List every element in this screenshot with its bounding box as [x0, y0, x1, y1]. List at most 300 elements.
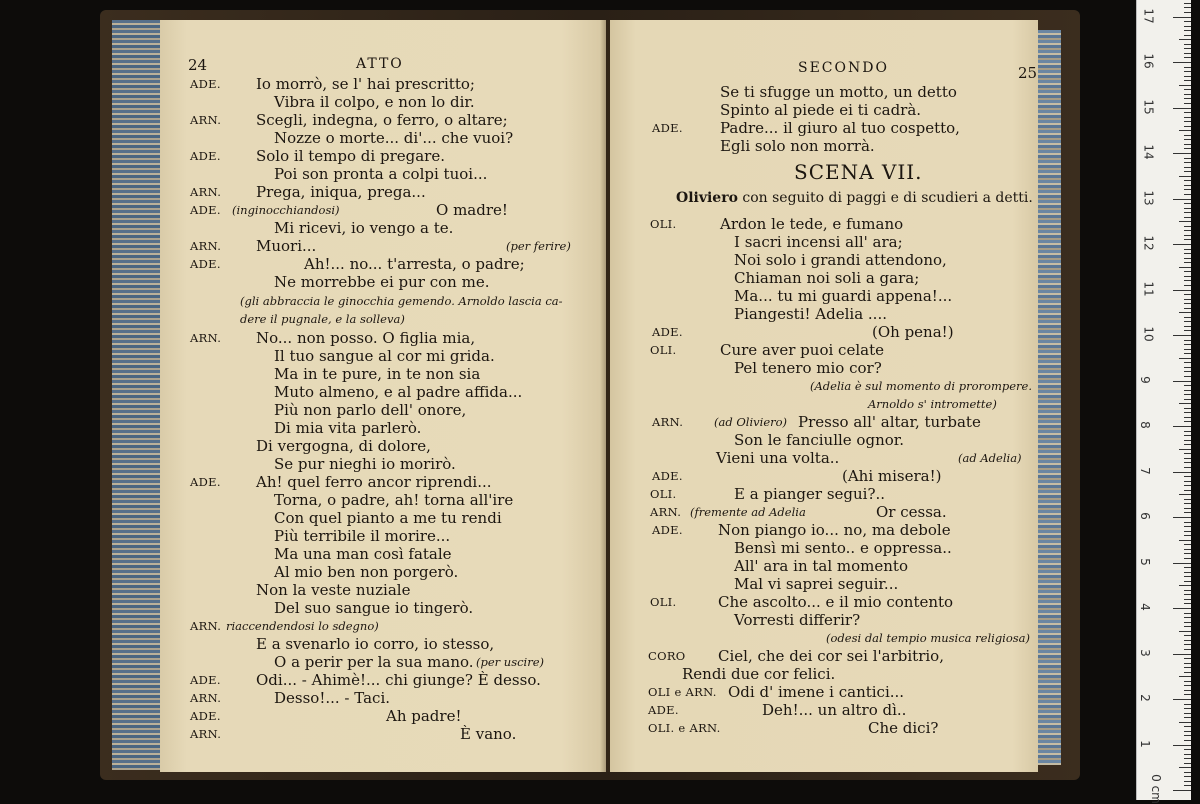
verse-line: Egli solo non morrà.: [720, 137, 875, 155]
ruler-tick: [1173, 790, 1191, 791]
ruler-tick: [1184, 531, 1191, 532]
ruler-tick: [1184, 139, 1191, 140]
verse-line: Or cessa.: [876, 503, 947, 521]
verse-line: Vieni una volta..: [716, 449, 840, 467]
ruler-number: 10: [1141, 326, 1156, 342]
stage-direction: dere il pugnale, e la solleva): [240, 312, 405, 326]
ruler-tick: [1173, 335, 1191, 336]
ruler-number: 7: [1137, 466, 1152, 475]
verse-line: (Oh pena!): [872, 323, 954, 341]
speaker-label: ADE.: [648, 703, 679, 717]
verse-line: Di mia vita parlerò.: [274, 419, 422, 437]
ruler-tick: [1184, 453, 1191, 454]
verse-line: Desso!... - Taci.: [274, 689, 391, 707]
ruler-tick: [1184, 208, 1191, 209]
verse-line: Che dici?: [868, 719, 939, 737]
ruler-tick: [1184, 135, 1191, 136]
ruler-tick: [1173, 472, 1191, 473]
ruler-tick: [1184, 717, 1191, 718]
verse-line: Non la veste nuziale: [256, 581, 411, 599]
verse-line: Padre... il giuro al tuo cospetto,: [720, 119, 960, 137]
speaker-label: ADE.: [652, 121, 683, 135]
ruler-tick: [1179, 176, 1191, 177]
ruler-tick: [1184, 12, 1191, 13]
ruler-tick: [1173, 654, 1191, 655]
ruler-tick: [1173, 745, 1191, 746]
ruler-tick: [1184, 317, 1191, 318]
ruler-tick: [1184, 285, 1191, 286]
ruler-tick: [1184, 499, 1191, 500]
ruler-tick: [1184, 35, 1191, 36]
ruler-number: 13: [1141, 189, 1156, 206]
speaker-label: ARN.: [190, 619, 222, 633]
ruler-tick: [1184, 226, 1191, 227]
verse-line: Deh!... un altro dì..: [762, 701, 907, 719]
verse-line: Piangesti! Adelia ....: [734, 305, 887, 323]
ruler-tick: [1184, 544, 1191, 545]
verse-line: Solo il tempo di pregare.: [256, 147, 445, 165]
speaker-label: ARN.: [190, 727, 222, 741]
ruler-tick: [1184, 576, 1191, 577]
ruler-tick: [1184, 112, 1191, 113]
stage-direction: (inginocchiandosi): [232, 203, 340, 217]
ruler-number: 6: [1137, 512, 1152, 520]
verse-line: No... non posso. O figlia mia,: [256, 329, 476, 347]
ruler-tick: [1179, 39, 1191, 40]
ruler-number: 4: [1137, 603, 1152, 611]
ruler-tick: [1184, 644, 1191, 645]
ruler-tick: [1184, 763, 1191, 764]
ruler-tick: [1184, 412, 1191, 413]
verse-line: O madre!: [436, 201, 508, 219]
ruler-tick: [1184, 685, 1191, 686]
speaker-label: ARN.: [190, 113, 222, 127]
verse-line: Prega, iniqua, prega...: [256, 183, 426, 201]
ruler-tick: [1184, 3, 1191, 4]
speaker-label: ADE.: [190, 257, 221, 271]
speaker-label: ARN.: [652, 415, 684, 429]
ruler-number: 16: [1141, 53, 1156, 69]
ruler-tick: [1184, 572, 1191, 573]
ruler-tick: [1184, 76, 1191, 77]
verse-line: Al mio ben non porgerò.: [274, 563, 459, 581]
ruler-tick: [1184, 89, 1191, 90]
ruler-tick: [1184, 185, 1191, 186]
ruler-tick: [1184, 553, 1191, 554]
ruler-tick: [1184, 622, 1191, 623]
page-edge-right: [1035, 30, 1061, 765]
verse-line: (Ahi misera!): [842, 467, 942, 485]
stage-intro-name: Oliviero: [676, 190, 738, 206]
verse-line: Più non parlo dell' onore,: [274, 401, 467, 419]
speaker-label: ADE.: [190, 709, 221, 723]
ruler-tick: [1184, 26, 1191, 27]
ruler-tick: [1184, 440, 1191, 441]
stage-direction-intro: [676, 190, 1033, 206]
verse-line: Odi d' imene i cantici...: [728, 683, 905, 701]
stage-direction: (odesi dal tempio musica religiosa): [826, 631, 1031, 645]
ruler-tick: [1184, 121, 1191, 122]
ruler-tick: [1184, 535, 1191, 536]
stage-direction: (ad Oliviero): [714, 415, 788, 429]
ruler-tick: [1184, 371, 1191, 372]
stage-direction: (fremente ad Adelia: [690, 505, 806, 519]
ruler-tick: [1184, 713, 1191, 714]
ruler-number: 5: [1137, 557, 1152, 566]
ruler-tick: [1184, 148, 1191, 149]
verse-line: Odi... - Ahimè!... chi giunge? È desso.: [256, 671, 541, 689]
speaker-label: ARN.: [190, 185, 222, 199]
stage-direction: (per ferire): [506, 239, 571, 253]
ruler-tick: [1173, 62, 1191, 63]
ruler-tick: [1179, 221, 1191, 222]
verse-line: Ah padre!: [386, 707, 462, 725]
ruler-tick: [1179, 85, 1191, 86]
ruler-tick: [1184, 262, 1191, 263]
ruler-tick: [1184, 481, 1191, 482]
ruler-number: 14: [1141, 144, 1156, 160]
ruler-tick: [1184, 367, 1191, 368]
ruler-tick: [1184, 431, 1191, 432]
stage-intro-rest: con seguito di paggi e di scudieri a detti.: [742, 190, 1033, 206]
left-page: [160, 20, 606, 772]
ruler-tick: [1184, 203, 1191, 204]
ruler-tick: [1184, 781, 1191, 782]
ruler-tick: [1184, 503, 1191, 504]
ruler-tick: [1184, 326, 1191, 327]
verse-line: Ciel, che dei cor sei l'arbitrio,: [718, 647, 944, 665]
ruler-tick: [1184, 735, 1191, 736]
ruler-tick: [1184, 158, 1191, 159]
verse-line: Con quel pianto a me tu rendi: [274, 509, 502, 527]
ruler-number: 0 cm: [1148, 774, 1163, 804]
ruler-tick: [1184, 212, 1191, 213]
verse-line: Ma una man così fatale: [274, 545, 452, 563]
ruler-tick: [1184, 522, 1191, 523]
ruler-tick: [1184, 258, 1191, 259]
ruler-tick: [1184, 21, 1191, 22]
ruler-tick: [1184, 708, 1191, 709]
ruler-tick: [1184, 740, 1191, 741]
speaker-label: OLI. e ARN.: [648, 721, 721, 735]
ruler-tick: [1184, 399, 1191, 400]
ruler-tick: [1184, 549, 1191, 550]
ruler-tick: [1184, 144, 1191, 145]
ruler-tick: [1179, 767, 1191, 768]
ruler-tick: [1184, 603, 1191, 604]
ruler-number: 9: [1137, 375, 1152, 384]
ruler-tick: [1184, 171, 1191, 172]
speaker-label: CORO: [648, 649, 686, 663]
ruler-tick: [1173, 244, 1191, 245]
ruler-tick: [1184, 330, 1191, 331]
ruler-tick: [1184, 162, 1191, 163]
ruler-tick: [1184, 667, 1191, 668]
ruler-tick: [1179, 585, 1191, 586]
ruler-tick: [1184, 180, 1191, 181]
verse-line: Più terribile il morire...: [274, 527, 451, 545]
speaker-label: ADE.: [190, 673, 221, 687]
ruler-tick: [1184, 94, 1191, 95]
ruler-tick: [1184, 776, 1191, 777]
ruler-number: 17: [1141, 7, 1156, 24]
ruler-tick: [1184, 303, 1191, 304]
stage-direction: (per uscire): [476, 655, 545, 669]
ruler-tick: [1184, 640, 1191, 641]
ruler-tick: [1184, 280, 1191, 281]
verse-line: Nozze o morte... di'... che vuoi?: [274, 129, 514, 147]
ruler-tick: [1173, 563, 1191, 564]
verse-line: Ma in te pure, in te non sia: [274, 365, 481, 383]
page-number-right: 25: [1018, 64, 1038, 82]
ruler-number: 11: [1141, 280, 1156, 297]
speaker-label: OLI.: [650, 217, 677, 231]
ruler-tick: [1184, 690, 1191, 691]
ruler-tick: [1184, 467, 1191, 468]
ruler-tick: [1184, 294, 1191, 295]
ruler-tick: [1184, 344, 1191, 345]
ruler-tick: [1184, 581, 1191, 582]
ruler-tick: [1184, 635, 1191, 636]
ruler-tick: [1184, 376, 1191, 377]
ruler-number: 15: [1141, 98, 1156, 115]
stage-direction: riaccendendosi lo sdegno): [226, 619, 379, 633]
ruler-tick: [1184, 194, 1191, 195]
right-page: [610, 20, 1038, 772]
ruler-tick: [1184, 512, 1191, 513]
ruler-tick: [1179, 540, 1191, 541]
speaker-label: OLI.: [650, 595, 677, 609]
ruler-tick: [1184, 117, 1191, 118]
speaker-label: ARN.: [190, 691, 222, 705]
ruler-number: 3: [1137, 648, 1152, 657]
ruler-tick: [1184, 253, 1191, 254]
verse-line: Mal vi saprei seguir...: [734, 575, 899, 593]
ruler-tick: [1179, 676, 1191, 677]
verse-line: Son le fanciulle ognor.: [734, 431, 905, 449]
ruler-tick: [1173, 153, 1191, 154]
ruler-tick: [1173, 199, 1191, 200]
ruler-tick: [1184, 726, 1191, 727]
verse-line: Io morrò, se l' hai prescritto;: [256, 75, 475, 93]
verse-line: E a pianger segui?..: [734, 485, 886, 503]
ruler-number: 2: [1137, 694, 1152, 702]
verse-line: Ne morrebbe ei pur con me.: [274, 273, 490, 291]
stage-direction: (gli abbraccia le ginocchia gemendo. Arnoldo lascia ca-: [240, 294, 563, 308]
ruler-tick: [1184, 230, 1191, 231]
ruler-tick: [1184, 249, 1191, 250]
verse-line: Rendi due cor felici.: [682, 665, 836, 683]
verse-line: Se ti sfugge un motto, un detto: [720, 83, 957, 101]
ruler-tick: [1184, 599, 1191, 600]
verse-line: Vorresti differir?: [734, 611, 861, 629]
ruler-tick: [1184, 321, 1191, 322]
ruler-tick: [1179, 403, 1191, 404]
ruler-tick: [1184, 67, 1191, 68]
speaker-label: ARN.: [650, 505, 682, 519]
verse-line: Non piango io... no, ma debole: [718, 521, 951, 539]
ruler-tick: [1184, 408, 1191, 409]
verse-line: Cure aver puoi celate: [720, 341, 884, 359]
ruler-tick: [1173, 108, 1191, 109]
ruler-tick: [1184, 758, 1191, 759]
ruler-tick: [1184, 71, 1191, 72]
scene-title: SCENA VII.: [794, 160, 923, 184]
ruler-tick: [1184, 613, 1191, 614]
ruler-tick: [1179, 449, 1191, 450]
ruler-tick: [1184, 98, 1191, 99]
speaker-label: ARN.: [190, 239, 222, 253]
verse-line: Torna, o padre, ah! torna all'ire: [274, 491, 514, 509]
speaker-label: ADE.: [652, 325, 683, 339]
verse-line: Ardon le tede, e fumano: [720, 215, 904, 233]
ruler-tick: [1184, 476, 1191, 477]
page-number-left: 24: [188, 56, 208, 74]
speaker-label: ADE.: [652, 523, 683, 537]
verse-line: Ma... tu mi guardi appena!...: [734, 287, 953, 305]
ruler-tick: [1184, 308, 1191, 309]
ruler-tick: [1184, 594, 1191, 595]
ruler-tick: [1184, 490, 1191, 491]
ruler-tick: [1184, 567, 1191, 568]
ruler-tick: [1184, 526, 1191, 527]
verse-line: Muori...: [256, 237, 317, 255]
ruler-tick: [1184, 394, 1191, 395]
ruler-tick: [1184, 485, 1191, 486]
ruler-tick: [1184, 126, 1191, 127]
ruler-tick: [1184, 385, 1191, 386]
verse-line: Poi son pronta a colpi tuoi...: [274, 165, 488, 183]
speaker-label: ADE.: [190, 149, 221, 163]
verse-line: Se pur nieghi io morirò.: [274, 455, 456, 473]
ruler-tick: [1184, 239, 1191, 240]
verse-line: Di vergogna, di dolore,: [256, 437, 431, 455]
ruler-tick: [1184, 672, 1191, 673]
ruler-tick: [1184, 189, 1191, 190]
ruler-tick: [1184, 785, 1191, 786]
verse-line: Scegli, indegna, o ferro, o altare;: [256, 111, 508, 129]
ruler-tick: [1184, 48, 1191, 49]
ruler-tick: [1184, 390, 1191, 391]
ruler-tick: [1179, 312, 1191, 313]
ruler-tick: [1184, 7, 1191, 8]
ruler-tick: [1179, 631, 1191, 632]
running-head-left: ATTO: [356, 56, 404, 72]
ruler-tick: [1184, 53, 1191, 54]
verse-line: Del suo sangue io tingerò.: [274, 599, 474, 617]
verse-line: E a svenarlo io corro, io stesso,: [256, 635, 495, 653]
verse-line: Noi solo i grandi attendono,: [734, 251, 947, 269]
verse-line: Mi ricevi, io vengo a te.: [274, 219, 454, 237]
ruler-tick: [1184, 57, 1191, 58]
page-edge-left: [112, 20, 164, 770]
ruler-tick: [1184, 235, 1191, 236]
ruler-tick: [1184, 80, 1191, 81]
speaker-label: OLI.: [650, 343, 677, 357]
verse-line: Che ascolto... e il mio contento: [718, 593, 954, 611]
ruler-tick: [1184, 649, 1191, 650]
ruler-tick: [1184, 276, 1191, 277]
ruler-tick: [1173, 426, 1191, 427]
ruler-tick: [1179, 130, 1191, 131]
ruler-number: 12: [1141, 235, 1156, 251]
ruler-tick: [1184, 617, 1191, 618]
speaker-label: ADE.: [190, 475, 221, 489]
ruler-tick: [1184, 435, 1191, 436]
verse-line: I sacri incensi all' ara;: [734, 233, 903, 251]
ruler-tick: [1173, 699, 1191, 700]
ruler-tick: [1173, 608, 1191, 609]
ruler-tick: [1173, 290, 1191, 291]
verse-line: All' ara in tal momento: [734, 557, 908, 575]
ruler-number: 8: [1137, 421, 1152, 429]
ruler-tick: [1184, 731, 1191, 732]
measuring-ruler: [1136, 0, 1191, 804]
ruler-tick: [1179, 358, 1191, 359]
ruler-tick: [1184, 30, 1191, 31]
verse-line: O a perir per la sua mano.: [274, 653, 474, 671]
verse-line: Ah!... no... t'arresta, o padre;: [304, 255, 525, 273]
ruler-tick: [1184, 340, 1191, 341]
speaker-label: ADE.: [190, 203, 221, 217]
ruler-tick: [1184, 299, 1191, 300]
ruler-tick: [1184, 458, 1191, 459]
ruler-tick: [1184, 681, 1191, 682]
ruler-tick: [1184, 271, 1191, 272]
ruler-tick: [1184, 754, 1191, 755]
ruler-tick: [1184, 663, 1191, 664]
ruler-tick: [1179, 267, 1191, 268]
ruler-tick: [1184, 349, 1191, 350]
ruler-tick: [1184, 167, 1191, 168]
verse-line: Muto almeno, e al padre affida...: [274, 383, 523, 401]
verse-line: Vibra il colpo, e non lo dir.: [274, 93, 475, 111]
stage-direction: (Adelia è sul momento di prorompere.: [810, 379, 1033, 393]
ruler-tick: [1184, 508, 1191, 509]
ruler-tick: [1184, 704, 1191, 705]
ruler-tick: [1184, 558, 1191, 559]
ruler-tick: [1179, 722, 1191, 723]
speaker-label: OLI.: [650, 487, 677, 501]
ruler-tick: [1184, 590, 1191, 591]
verse-line: Spinto al piede ei ti cadrà.: [720, 101, 922, 119]
speaker-label: OLI e ARN.: [648, 685, 717, 699]
ruler-tick: [1184, 417, 1191, 418]
ruler-tick: [1184, 44, 1191, 45]
ruler-tick: [1184, 462, 1191, 463]
verse-line: Il tuo sangue al cor mi grida.: [274, 347, 495, 365]
ruler-tick: [1179, 494, 1191, 495]
verse-line: Bensì mi sento.. e oppressa..: [734, 539, 952, 557]
ruler-tick: [1184, 421, 1191, 422]
ruler-tick: [1173, 517, 1191, 518]
ruler-tick: [1184, 772, 1191, 773]
ruler-tick: [1184, 362, 1191, 363]
ruler-tick: [1184, 749, 1191, 750]
speaker-label: ADE.: [652, 469, 683, 483]
ruler-tick: [1184, 217, 1191, 218]
ruler-number: 1: [1137, 739, 1152, 748]
verse-line: Ah! quel ferro ancor riprendi...: [256, 473, 492, 491]
verse-line: Chiaman noi soli a gara;: [734, 269, 920, 287]
ruler-tick: [1184, 694, 1191, 695]
ruler-tick: [1184, 103, 1191, 104]
speaker-label: ARN.: [190, 331, 222, 345]
ruler-tick: [1173, 17, 1191, 18]
speaker-label: ADE.: [190, 77, 221, 91]
stage-direction: Arnoldo s' intromette): [868, 397, 997, 411]
stage-direction: (ad Adelia): [958, 451, 1022, 465]
